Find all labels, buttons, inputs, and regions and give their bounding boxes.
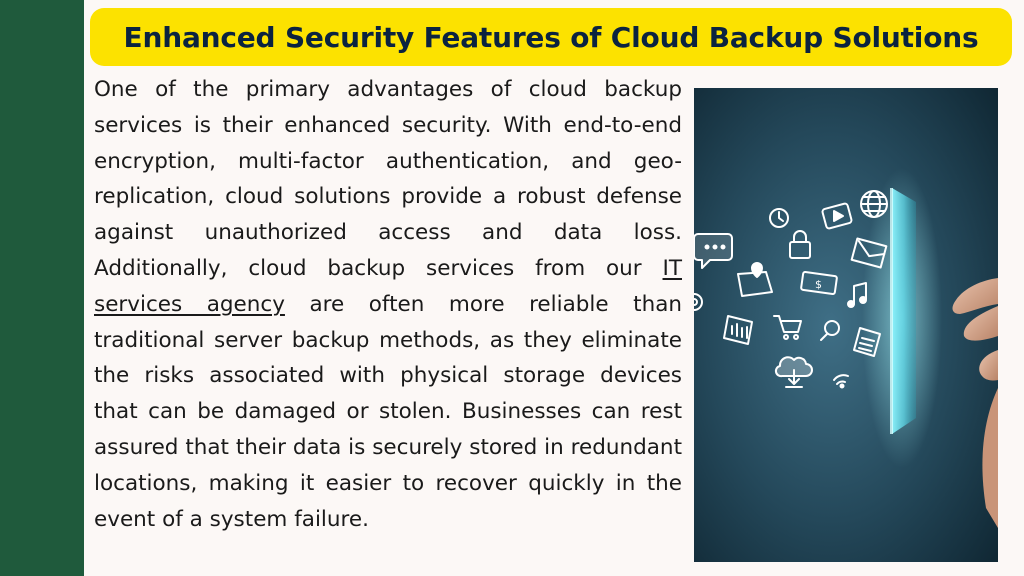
it-services-agency-link[interactable]: IT services agency [94,255,682,317]
svg-text:$: $ [815,278,822,291]
left-sidebar-band [0,0,84,576]
body-text-after-link: are often more reliable than traditional server backup methods, as they eliminate the risks associated with physical storage devices that can be damaged or stolen. Businesses can rest assured that their data is securely stored in redundant locations, making it easier to recover quickly in the event of a system failure. [94,291,682,532]
body-paragraph [94,72,682,537]
title-banner [90,8,1012,66]
page-title: Enhanced Security Features of Cloud Backup Solutions [123,20,979,54]
glowing-panel [892,188,916,434]
body-text-before-link: One of the primary advantages of cloud backup services is their enhanced security. With end-to-end encryption, multi-factor authentication, and geo-replication, cloud solutions provide a robust defense against unauthorized access and data loss. Additionally, cloud backup services from our [94,77,682,281]
cloud-security-illustration [694,88,998,562]
